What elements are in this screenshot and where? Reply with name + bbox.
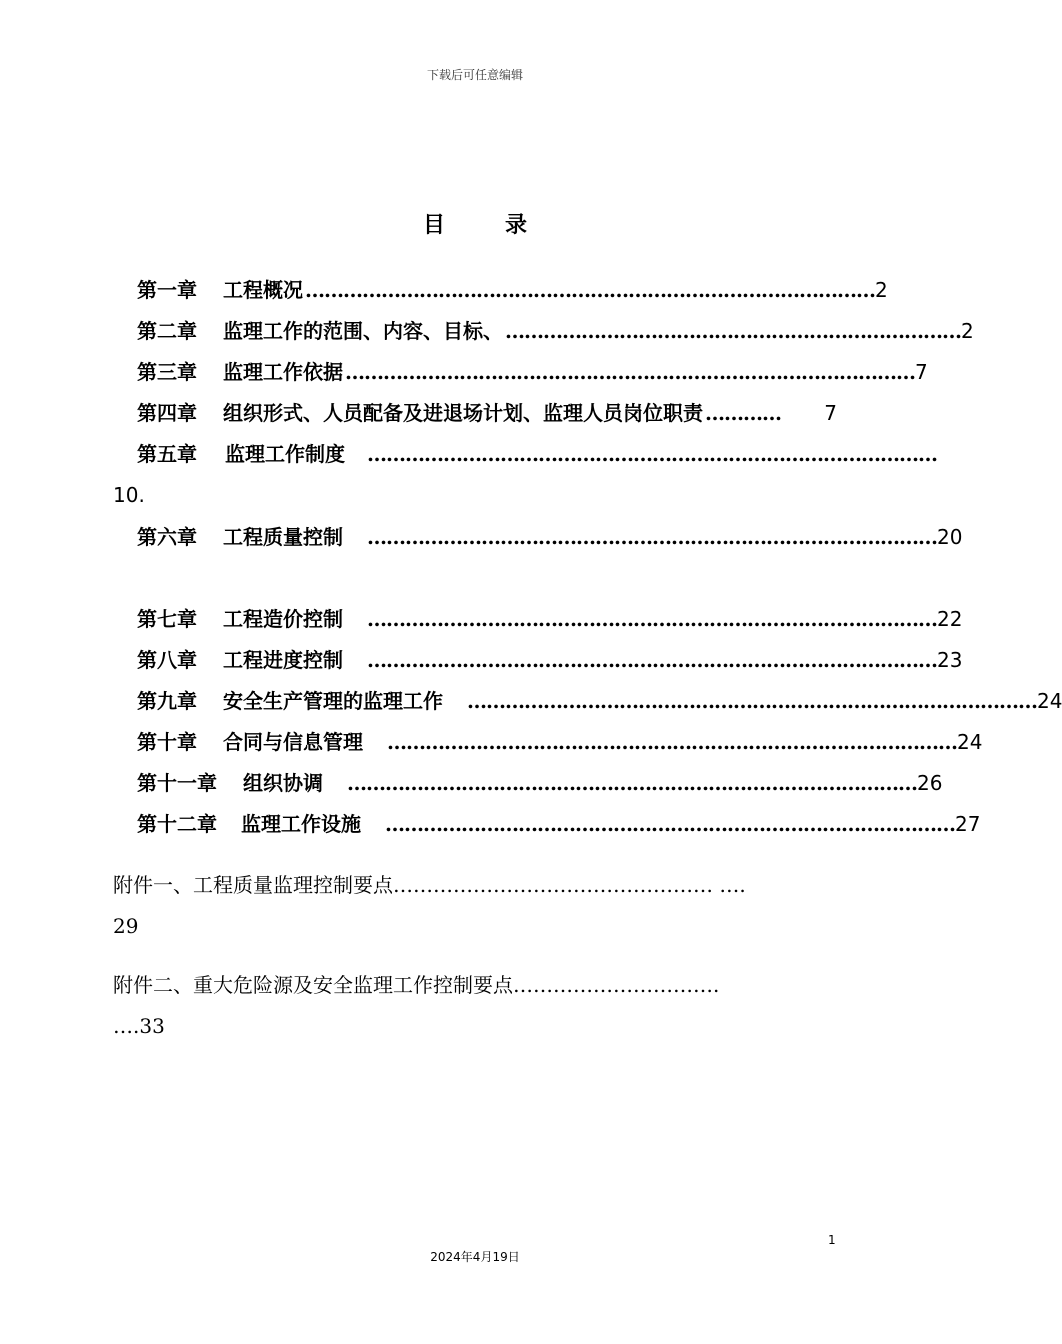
appendix-2-line2: ….33 — [113, 1014, 165, 1038]
leader-dots: ……………………………………………………………………………… — [385, 812, 955, 836]
page-ref: 2 — [875, 278, 888, 302]
page-ref: 24 — [957, 730, 983, 754]
toc-entry-5-page: 10. — [113, 483, 145, 507]
chapter-label: 第七章 — [137, 607, 197, 631]
toc-entry-1 — [137, 277, 888, 303]
chapter-name: 组织协调 — [243, 771, 323, 795]
toc-entry-11 — [137, 770, 943, 796]
toc-entry-12 — [137, 811, 981, 837]
chapter-name: 组织形式、人员配备及进退场计划、监理人员岗位职责 — [223, 401, 703, 425]
chapter-label: 第四章 — [137, 401, 197, 425]
chapter-name: 监理工作的范围、内容、目标、 — [223, 319, 503, 343]
chapter-name: 工程质量控制 — [223, 525, 343, 549]
leader-dots: ……………………………………………………………………………… — [387, 730, 957, 754]
footer-date: 2024年4月19日 — [430, 1250, 520, 1264]
chapter-label: 第一章 — [137, 278, 197, 302]
chapter-name: 工程进度控制 — [223, 648, 343, 672]
chapter-name: 监理工作设施 — [241, 812, 361, 836]
toc-entry-6 — [137, 524, 963, 550]
leader-dots: ……………………………………………………………………………… — [467, 689, 1037, 713]
page-ref: 7 — [915, 360, 928, 384]
toc-entry-4 — [137, 400, 837, 426]
leader-dots: ……………………………………………………………………………… — [305, 278, 875, 302]
toc-entry-7 — [137, 606, 963, 632]
toc-entry-10 — [137, 729, 983, 755]
leader-dots: ……………………………………………………………… — [505, 319, 961, 343]
leader-dots: ……………………………………………………………………………… — [367, 648, 937, 672]
chapter-label: 第十章 — [137, 730, 197, 754]
chapter-label: 第二章 — [137, 319, 197, 343]
toc-entry-2 — [137, 318, 974, 344]
toc-entry-8 — [137, 647, 963, 673]
appendix-2-line1: 附件二、重大危险源及安全监理工作控制要点…………………………. — [113, 973, 720, 997]
leader-dots: ……………………………………………………………………………… — [345, 360, 915, 384]
toc-entry-9 — [137, 688, 1062, 714]
chapter-label: 第五章 — [137, 442, 197, 466]
chapter-label: 第十一章 — [137, 771, 217, 795]
chapter-name: 工程概况 — [223, 278, 303, 302]
header-note: 下载后可任意编辑 — [426, 68, 523, 82]
chapter-name: 安全生产管理的监理工作 — [223, 689, 443, 713]
leader-dots: ……………………………………………………………………………… — [367, 525, 937, 549]
page-ref: 23 — [937, 648, 963, 672]
chapter-label: 第九章 — [137, 689, 197, 713]
page-ref: 20 — [937, 525, 963, 549]
chapter-name: 监理工作制度 — [225, 442, 345, 466]
chapter-label: 第十二章 — [137, 812, 217, 836]
toc-entry-3 — [137, 359, 928, 385]
chapter-name: 监理工作依据 — [223, 360, 343, 384]
appendix-1-line1: 附件一、工程质量监理控制要点………………………………………… …. — [113, 873, 746, 897]
page-ref: 7 — [824, 401, 837, 425]
page-ref: 27 — [955, 812, 981, 836]
toc-title: 目录 — [422, 212, 587, 238]
chapter-label: 第八章 — [137, 648, 197, 672]
leader-dots: ……………………………………………………………………………… — [367, 442, 937, 466]
page-ref: 2 — [961, 319, 974, 343]
toc-entry-5 — [137, 441, 937, 467]
chapter-name: 合同与信息管理 — [223, 730, 363, 754]
page-ref: 26 — [917, 771, 943, 795]
page-number: 1 — [828, 1233, 836, 1247]
chapter-label: 第三章 — [137, 360, 197, 384]
page-ref: 24 — [1037, 689, 1062, 713]
page-ref: 22 — [937, 607, 963, 631]
chapter-name: 工程造价控制 — [223, 607, 343, 631]
leader-dots: ………… — [705, 401, 781, 425]
leader-dots: ……………………………………………………………………………… — [347, 771, 917, 795]
chapter-label: 第六章 — [137, 525, 197, 549]
appendix-1-line2: 29 — [113, 914, 139, 938]
leader-dots: ……………………………………………………………………………… — [367, 607, 937, 631]
